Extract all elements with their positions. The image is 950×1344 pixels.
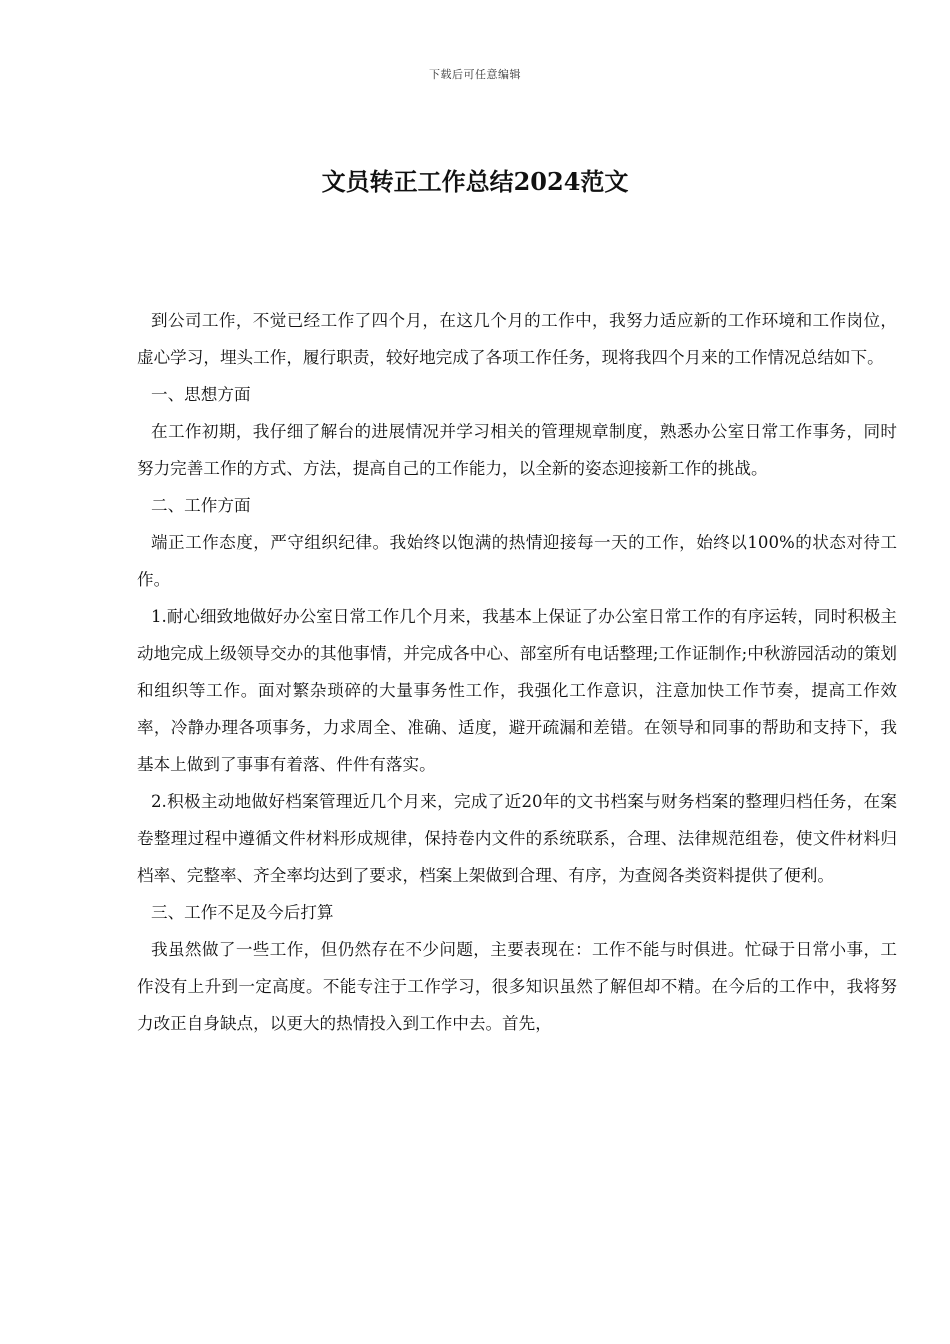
paragraph-thought: 在工作初期，我仔细了解台的进展情况并学习相关的管理规章制度，熟悉办公室日常工作事务，同时努力完善工作的方式、方法，提高自己的工作能力，以全新的姿态迎接新工作的挑战。 bbox=[137, 422, 897, 478]
paragraph-intro: 到公司工作，不觉已经工作了四个月，在这几个月的工作中，我努力适应新的工作环境和工作岗位，虚心学习，埋头工作，履行职责，较好地完成了各项工作任务，现将我四个月来的工作情况总结如下。 bbox=[137, 311, 897, 367]
paragraph-attitude: 端正工作态度，严守组织纪律。我始终以饱满的热情迎接每一天的工作，始终以100%的状态对待工作。 bbox=[137, 533, 897, 589]
paragraph-item-2: 2.积极主动地做好档案管理近几个月来，完成了近20年的文书档案与财务档案的整理归档任务，在案卷整理过程中遵循文件材料形成规律，保持卷内文件的系统联系，合理、法律规范组卷，使文件材料归档率、完整率、齐全率均达到了要求，档案上架做到合理、有序，为查阅各类资料提供了便利。 bbox=[137, 792, 897, 885]
document-title: 文员转正工作总结2024范文 bbox=[321, 167, 629, 196]
section-heading-thought: 一、思想方面 bbox=[151, 385, 251, 404]
paragraph-shortcomings: 我虽然做了一些工作，但仍然存在不少问题，主要表现在：工作不能与时俱进。忙碌于日常小事，工作没有上升到一定高度。不能专注于工作学习，很多知识虽然了解但却不精。在今后的工作中，我将努力改正自身缺点，以更大的热情投入到工作中去。首先， bbox=[137, 940, 897, 1033]
header-note: 下载后可任意编辑 bbox=[429, 68, 521, 81]
paragraph-item-1: 1.耐心细致地做好办公室日常工作几个月来，我基本上保证了办公室日常工作的有序运转，同时积极主动地完成上级领导交办的其他事情，并完成各中心、部室所有电话整理;工作证制作;中秋游园活动的策划和组织等工作。面对繁杂琐碎的大量事务性工作，我强化工作意识，注意加快工作节奏，提高工作效率，冷静办理各项事务，力求周全、准确、适度，避开疏漏和差错。在领导和同事的帮助和支持下，我基本上做到了事事有着落、件件有落实。 bbox=[137, 607, 897, 774]
document-body bbox=[137, 302, 897, 1042]
section-heading-shortcomings: 三、工作不足及今后打算 bbox=[151, 903, 334, 922]
section-heading-work: 二、工作方面 bbox=[151, 496, 251, 515]
